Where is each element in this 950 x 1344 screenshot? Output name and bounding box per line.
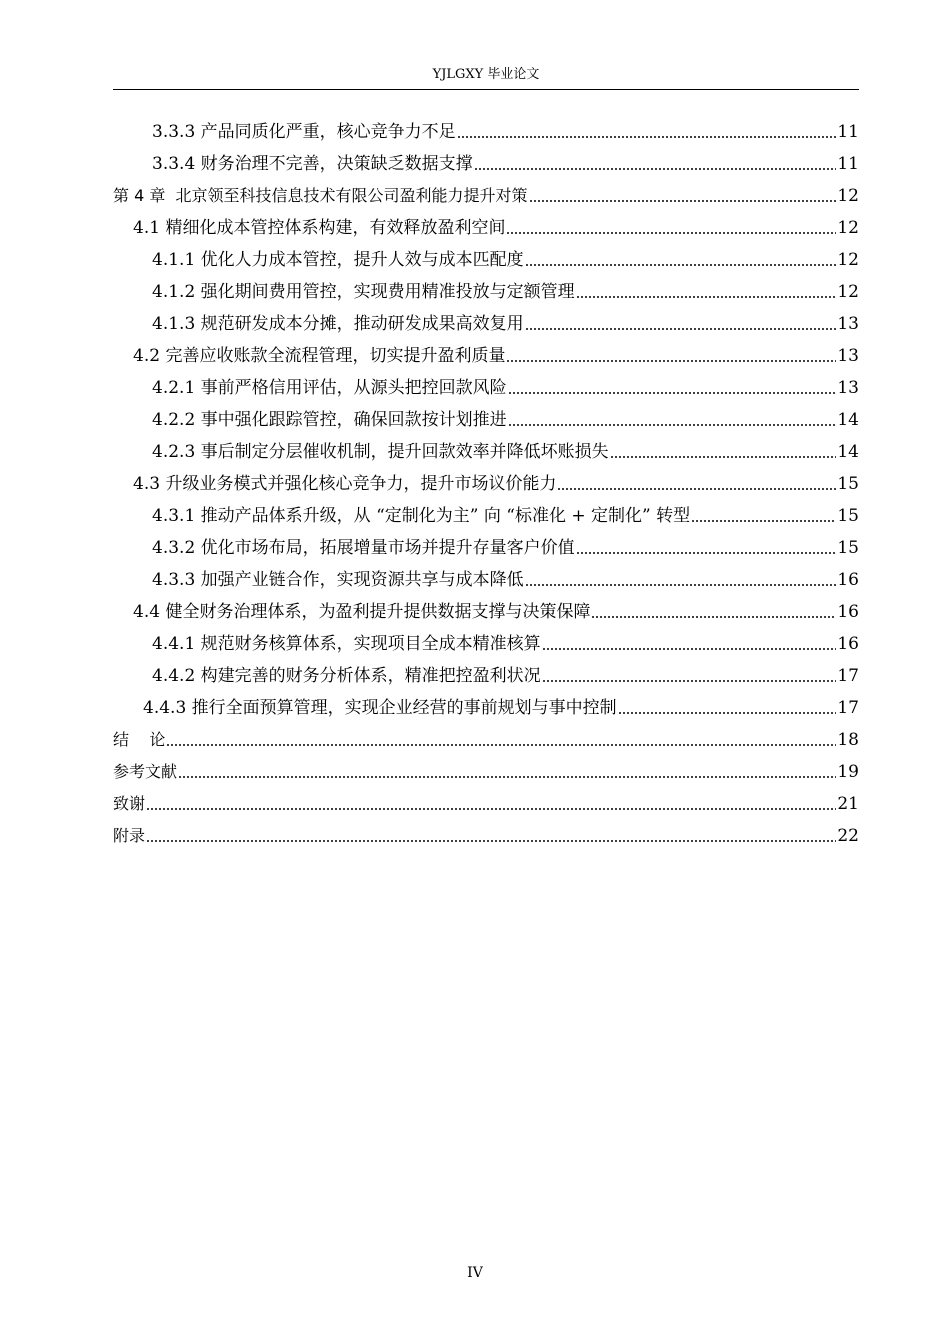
toc-entry[interactable] (133, 468, 859, 500)
toc-entry-page: 13 (837, 378, 859, 398)
toc-entry[interactable] (152, 148, 859, 180)
toc-entry-title: 结 论 (113, 730, 166, 749)
toc-entry-title: 4.3.2 优化市场布局，拓展增量市场并提升存量客户价值 (152, 538, 575, 558)
toc-entry-page: 12 (837, 218, 859, 238)
toc-entry-title: 3.3.3 产品同质化严重，核心竞争力不足 (152, 122, 456, 142)
toc-leader-dots (591, 616, 836, 618)
toc-entry[interactable] (143, 692, 859, 724)
toc-entry-title: 4.4 健全财务治理体系，为盈利提升提供数据支撑与决策保障 (133, 602, 591, 622)
toc-entry[interactable] (113, 180, 859, 212)
toc-entry-title: 3.3.4 财务治理不完善，决策缺乏数据支撑 (152, 154, 473, 174)
page-header: YJLGXY 毕业论文 (432, 67, 540, 82)
toc-leader-dots (525, 328, 837, 330)
toc-entry[interactable] (152, 564, 859, 596)
toc-entry[interactable] (113, 788, 859, 820)
toc-entry-title: 4.2.2 事中强化跟踪管控，确保回款按计划推进 (152, 410, 507, 430)
toc-entry-page: 11 (837, 122, 859, 142)
toc-entry-page: 18 (837, 730, 859, 750)
toc-entry-title: 4.2 完善应收账款全流程管理，切实提升盈利质量 (133, 346, 506, 366)
toc-entry[interactable] (152, 372, 859, 404)
toc-entry-page: 14 (837, 442, 859, 462)
toc-entry-title: 附录 (113, 826, 146, 845)
toc-entry-page: 12 (837, 250, 859, 270)
toc-entry[interactable] (152, 660, 859, 692)
toc-entry-page: 22 (837, 826, 859, 846)
toc-leader-dots (506, 232, 836, 234)
toc-entry-page: 17 (837, 698, 859, 718)
toc-entry[interactable] (152, 116, 859, 148)
toc-entry-title: 4.3.1 推动产品体系升级，从 “定制化为主” 向 “标准化 + 定制化” 转型 (152, 506, 691, 526)
toc-entry[interactable] (152, 500, 859, 532)
toc-entry-title: 4.4.2 构建完善的财务分析体系，精准把控盈利状况 (152, 666, 541, 686)
toc-entry-page: 12 (837, 282, 859, 302)
toc-entry-page: 15 (837, 538, 859, 558)
toc-entry-page: 16 (837, 602, 859, 622)
toc-entry[interactable] (113, 820, 859, 852)
toc-entry[interactable] (133, 596, 859, 628)
toc-leader-dots (506, 360, 836, 362)
toc-leader-dots (508, 392, 837, 394)
toc-entry[interactable] (152, 628, 859, 660)
toc-leader-dots (618, 712, 837, 714)
toc-entry-title: 4.1.3 规范研发成本分摊，推动研发成果高效复用 (152, 314, 524, 334)
toc-leader-dots (557, 488, 836, 490)
toc-entry-page: 11 (837, 154, 859, 174)
toc-leader-dots (146, 808, 836, 810)
toc-entry[interactable] (152, 436, 859, 468)
toc-entry-title: 4.2.3 事后制定分层催收机制，提升回款效率并降低坏账损失 (152, 442, 609, 462)
toc-leader-dots (542, 648, 837, 650)
toc-leader-dots (576, 552, 837, 554)
toc-entry-page: 19 (837, 762, 859, 782)
toc-leader-dots (525, 584, 837, 586)
toc-entry[interactable] (133, 212, 859, 244)
toc-entry-page: 15 (837, 506, 859, 526)
toc-entry-title: 4.2.1 事前严格信用评估，从源头把控回款风险 (152, 378, 507, 398)
toc-entry[interactable] (133, 340, 859, 372)
toc-leader-dots (178, 776, 836, 778)
toc-leader-dots (457, 136, 837, 138)
toc-entry[interactable] (152, 532, 859, 564)
toc-entry[interactable] (152, 404, 859, 436)
header-rule (113, 89, 859, 90)
toc-entry[interactable] (152, 276, 859, 308)
toc-leader-dots (610, 456, 837, 458)
toc-entry-title: 4.3 升级业务模式并强化核心竞争力，提升市场议价能力 (133, 474, 557, 494)
toc-entry-title: 4.4.3 推行全面预算管理，实现企业经营的事前规划与事中控制 (143, 698, 617, 718)
toc-entry[interactable] (152, 308, 859, 340)
toc-leader-dots (542, 680, 837, 682)
toc-entry-page: 17 (837, 666, 859, 686)
toc-leader-dots (576, 296, 837, 298)
toc-entry[interactable] (113, 756, 859, 788)
toc-leader-dots (508, 424, 837, 426)
toc-entry-title: 第 4 章 北京领至科技信息技术有限公司盈利能力提升对策 (113, 186, 528, 205)
toc-entry-title: 4.3.3 加强产业链合作，实现资源共享与成本降低 (152, 570, 524, 590)
toc-entry-title: 4.1 精细化成本管控体系构建，有效释放盈利空间 (133, 218, 506, 238)
toc-leader-dots (146, 840, 836, 842)
toc-leader-dots (525, 264, 837, 266)
toc-entry-title: 4.1.2 强化期间费用管控，实现费用精准投放与定额管理 (152, 282, 575, 302)
toc-entry-title: 参考文献 (113, 762, 178, 781)
toc-entry-title: 4.4.1 规范财务核算体系，实现项目全成本精准核算 (152, 634, 541, 654)
toc-entry-page: 12 (837, 186, 859, 206)
toc-entry-page: 16 (837, 570, 859, 590)
toc-leader-dots (166, 744, 836, 746)
toc-entry-page: 21 (837, 794, 859, 814)
toc-entry-page: 16 (837, 634, 859, 654)
toc-leader-dots (691, 520, 836, 522)
toc-entry[interactable] (152, 244, 859, 276)
toc-entry-title: 致谢 (113, 794, 146, 813)
toc-entry-page: 13 (837, 346, 859, 366)
toc-entry-page: 13 (837, 314, 859, 334)
toc-entry-title: 4.1.1 优化人力成本管控，提升人效与成本匹配度 (152, 250, 524, 270)
toc-entry-page: 15 (837, 474, 859, 494)
toc-entry[interactable] (113, 724, 859, 756)
toc-entry-page: 14 (837, 410, 859, 430)
toc-leader-dots (474, 168, 837, 170)
page-number: IV (467, 1265, 483, 1281)
toc-leader-dots (529, 200, 837, 202)
